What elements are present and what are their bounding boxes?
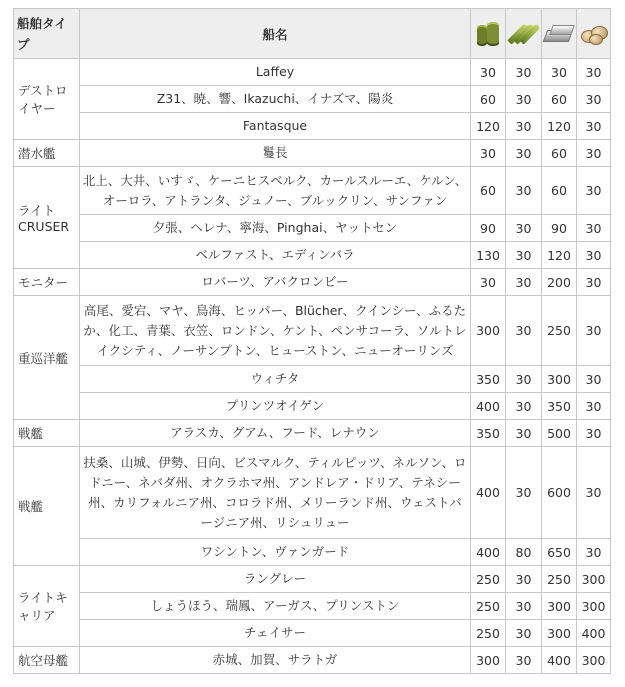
ammo-cost: 30 <box>506 59 542 86</box>
steel-cost: 60 <box>542 140 577 167</box>
steel-cost: 300 <box>542 366 577 393</box>
fuel-cost: 250 <box>471 566 506 593</box>
table-row <box>14 620 611 647</box>
steel-cost: 90 <box>542 215 577 242</box>
steel-cost: 350 <box>542 393 577 420</box>
table-row <box>14 447 611 539</box>
ship-names-cell: 鬘長 <box>80 140 471 167</box>
fuel-cost: 250 <box>471 620 506 647</box>
ship-type-cell: 航空母艦 <box>14 647 80 674</box>
ammo-cost: 30 <box>506 296 542 366</box>
ship-names-cell: ワシントン、ヴァンガード <box>80 539 471 566</box>
header-ammo <box>506 9 542 59</box>
header-ship-type: 船舶タイプ <box>14 9 80 59</box>
steel-cost: 300 <box>542 593 577 620</box>
bauxite-cost: 30 <box>577 447 611 539</box>
header-fuel <box>471 9 506 59</box>
ship-type-cell: モニター <box>14 269 80 296</box>
ship-type-cell: ライトキャリア <box>14 566 80 647</box>
table-row <box>14 113 611 140</box>
table-row <box>14 393 611 420</box>
ammo-cost: 30 <box>506 620 542 647</box>
table-row <box>14 269 611 296</box>
fuel-cost: 350 <box>471 366 506 393</box>
ship-names-cell: 赤城、加賀、サラトガ <box>80 647 471 674</box>
ammo-cost: 30 <box>506 566 542 593</box>
table-row <box>14 539 611 566</box>
ship-names-cell: プリンツオイゲン <box>80 393 471 420</box>
bauxite-icon <box>581 24 607 44</box>
fuel-cost: 400 <box>471 539 506 566</box>
bauxite-cost: 30 <box>577 113 611 140</box>
steel-cost: 60 <box>542 86 577 113</box>
bauxite-cost: 30 <box>577 86 611 113</box>
bauxite-cost: 400 <box>577 620 611 647</box>
ship-names-cell: 扶桑、山城、伊勢、日向、ビスマルク、ティルピッツ、ネルソン、ロドニー、ネバダ州、オクラホマ州、アンドレア・ドリア、テネシー州、カリフォルニア州、コロラド州、メリーランド州、ウェストバージニア州、リシュリュー <box>80 447 471 539</box>
fuel-cost: 30 <box>471 59 506 86</box>
ship-type-cell: ライトCRUSER <box>14 167 80 269</box>
ship-type-cell: 重巡洋艦 <box>14 296 80 420</box>
bauxite-cost: 300 <box>577 647 611 674</box>
steel-cost: 120 <box>542 242 577 269</box>
table-row <box>14 167 611 215</box>
ship-names-cell: 夕張、ヘレナ、寧海、Pinghai、ヤットセン <box>80 215 471 242</box>
steel-cost: 400 <box>542 647 577 674</box>
bauxite-cost: 30 <box>577 539 611 566</box>
ammo-cost: 80 <box>506 539 542 566</box>
ammo-cost: 30 <box>506 86 542 113</box>
table-row <box>14 296 611 366</box>
ship-type-cell: 潜水艦 <box>14 140 80 167</box>
ammo-cost: 30 <box>506 140 542 167</box>
table-row <box>14 566 611 593</box>
fuel-cost: 90 <box>471 215 506 242</box>
bauxite-cost: 30 <box>577 215 611 242</box>
table-row <box>14 86 611 113</box>
ship-names-cell: 北上、大井、いすゞ、ケーニヒスベルク、カールスルーエ、ケルン、オーロラ、アトランタ、ジュノー、ブルックリン、サンファン <box>80 167 471 215</box>
ship-type-cell: 戦艦 <box>14 447 80 566</box>
table-row <box>14 59 611 86</box>
fuel-cost: 400 <box>471 393 506 420</box>
table-row <box>14 593 611 620</box>
bauxite-cost: 30 <box>577 420 611 447</box>
fuel-cost: 300 <box>471 647 506 674</box>
ammo-cost: 30 <box>506 167 542 215</box>
ship-names-cell: 高尾、愛宕、マヤ、鳥海、ヒッパー、Blücher、クインシー、ふるたか、化工、青葉、衣笠、ロンドン、ケント、ペンサコーラ、ソルトレイクシティ、ノーサンプトン、ヒューストン、ニューオーリンズ <box>80 296 471 366</box>
steel-cost: 120 <box>542 113 577 140</box>
ship-names-cell: ウィチタ <box>80 366 471 393</box>
fuel-cost: 60 <box>471 86 506 113</box>
steel-cost: 250 <box>542 566 577 593</box>
header-bauxite <box>577 9 611 59</box>
ammo-cost: 30 <box>506 593 542 620</box>
bauxite-cost: 30 <box>577 140 611 167</box>
table-header-row <box>14 9 611 59</box>
ammo-cost: 30 <box>506 366 542 393</box>
ship-names-cell: ベルファスト、エディンバラ <box>80 242 471 269</box>
table-row <box>14 366 611 393</box>
steel-cost: 600 <box>542 447 577 539</box>
ship-cost-table <box>13 8 611 674</box>
steel-icon <box>545 24 573 44</box>
steel-cost: 30 <box>542 59 577 86</box>
bauxite-cost: 30 <box>577 167 611 215</box>
ship-names-cell: チェイサー <box>80 620 471 647</box>
ammo-cost: 30 <box>506 242 542 269</box>
bauxite-cost: 30 <box>577 242 611 269</box>
ammo-cost: 30 <box>506 215 542 242</box>
bauxite-cost: 30 <box>577 296 611 366</box>
ship-names-cell: ロバーツ、アバクロンビー <box>80 269 471 296</box>
bauxite-cost: 30 <box>577 59 611 86</box>
fuel-cost: 30 <box>471 140 506 167</box>
fuel-cost: 300 <box>471 296 506 366</box>
fuel-cost: 30 <box>471 269 506 296</box>
fuel-cost: 350 <box>471 420 506 447</box>
ship-type-cell: 戦艦 <box>14 420 80 447</box>
ammo-cost: 30 <box>506 420 542 447</box>
table-row <box>14 647 611 674</box>
ship-names-cell: Fantasque <box>80 113 471 140</box>
fuel-cost: 250 <box>471 593 506 620</box>
ammo-cost: 30 <box>506 269 542 296</box>
ammo-cost: 30 <box>506 113 542 140</box>
ship-type-cell: デストロイヤー <box>14 59 80 140</box>
fuel-cost: 400 <box>471 447 506 539</box>
ship-names-cell: Z31、暁、響、Ikazuchi、イナズマ、陽炎 <box>80 86 471 113</box>
ship-names-cell: Laffey <box>80 59 471 86</box>
table-row <box>14 215 611 242</box>
ship-names-cell: アラスカ、グアム、フード、レナウン <box>80 420 471 447</box>
header-steel <box>542 9 577 59</box>
ammo-cost: 30 <box>506 393 542 420</box>
ammo-cost: 30 <box>506 647 542 674</box>
steel-cost: 250 <box>542 296 577 366</box>
steel-cost: 650 <box>542 539 577 566</box>
table-row <box>14 242 611 269</box>
steel-cost: 60 <box>542 167 577 215</box>
ship-names-cell: ラングレー <box>80 566 471 593</box>
steel-cost: 200 <box>542 269 577 296</box>
table-row <box>14 140 611 167</box>
steel-cost: 300 <box>542 620 577 647</box>
ammo-cost: 30 <box>506 447 542 539</box>
table-row <box>14 420 611 447</box>
fuel-cost: 60 <box>471 167 506 215</box>
steel-cost: 500 <box>542 420 577 447</box>
ammo-icon <box>511 22 537 46</box>
ship-names-cell: しょうほう、瑞鳳、アーガス、プリンストン <box>80 593 471 620</box>
bauxite-cost: 30 <box>577 269 611 296</box>
bauxite-cost: 30 <box>577 366 611 393</box>
bauxite-cost: 30 <box>577 393 611 420</box>
bauxite-cost: 300 <box>577 566 611 593</box>
fuel-cost: 120 <box>471 113 506 140</box>
bauxite-cost: 300 <box>577 593 611 620</box>
fuel-icon <box>477 22 499 46</box>
header-ship-name: 船名 <box>80 9 471 59</box>
fuel-cost: 130 <box>471 242 506 269</box>
